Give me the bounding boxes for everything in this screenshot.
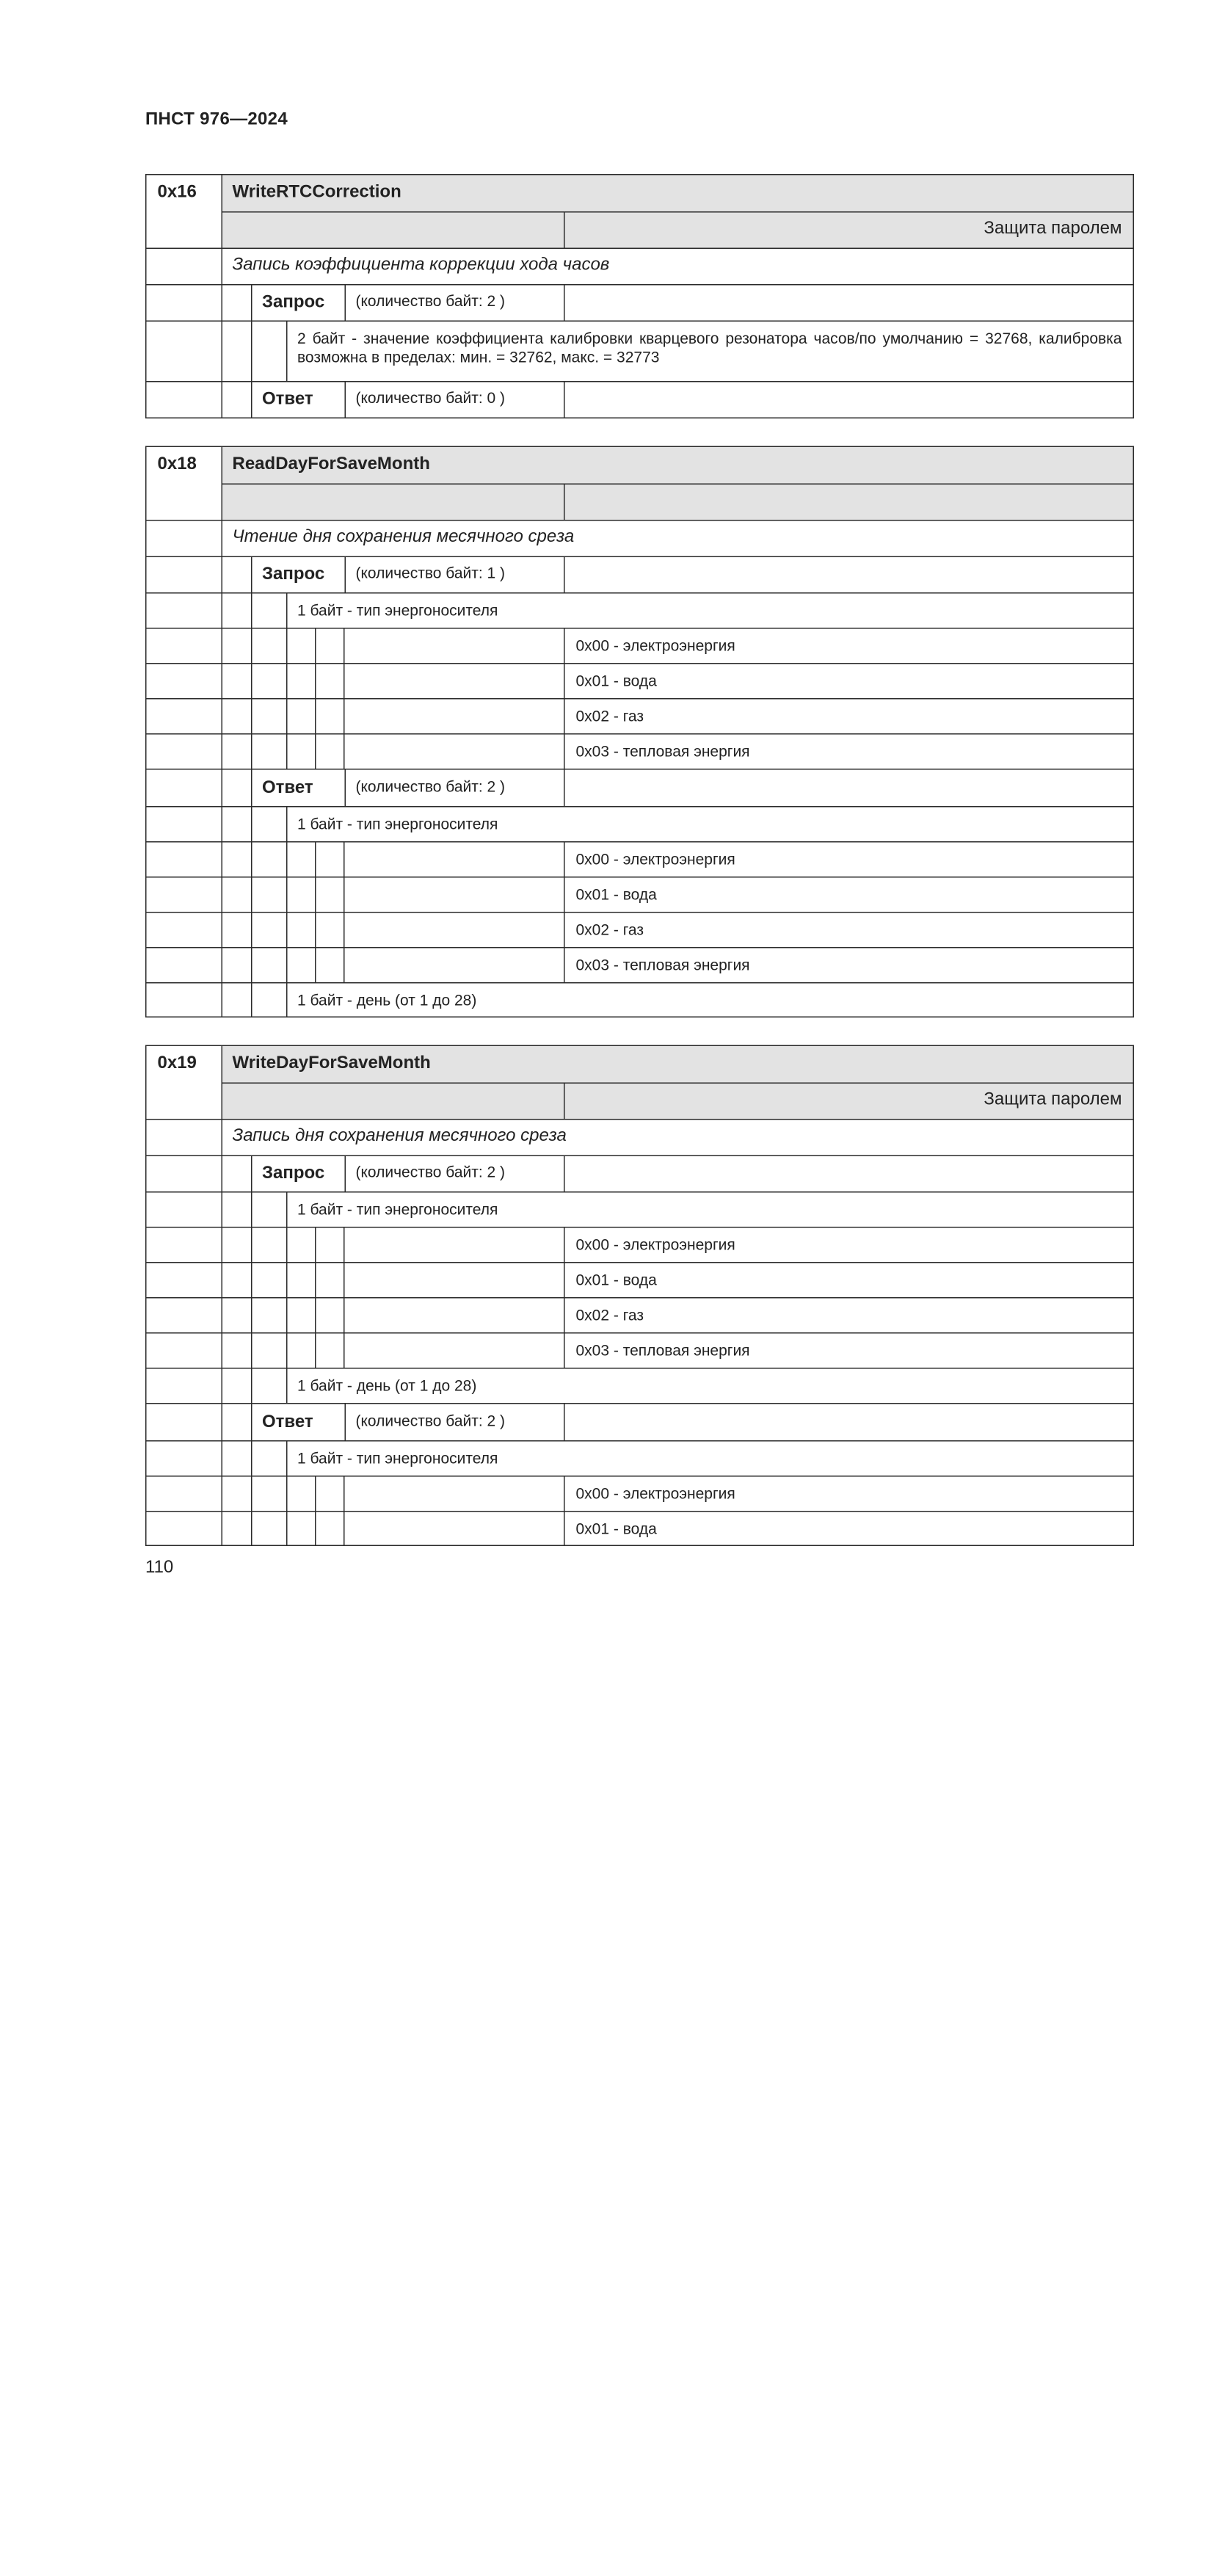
grid-line [147, 284, 1133, 286]
response-label: Ответ [262, 778, 313, 797]
grid-line [345, 556, 346, 593]
request-byte-count: (количество байт: 2 ) [355, 1163, 506, 1180]
grid-line [564, 1476, 565, 1545]
response-label: Ответ [262, 390, 313, 409]
grid-line [147, 1476, 1133, 1477]
grid-line [286, 592, 288, 769]
grid-line [344, 1227, 345, 1368]
response-value-electricity: 0x00 - электроэнергия [575, 850, 735, 868]
grid-line [344, 628, 345, 769]
request-value-electricity: 0x00 - электроэнергия [575, 1236, 735, 1253]
command-code: 0x16 [157, 183, 197, 202]
response-byte-count: (количество байт: 0 ) [355, 388, 506, 407]
grid-line [147, 520, 1133, 521]
request-label: Запрос [262, 293, 325, 312]
grid-line [147, 1297, 1133, 1299]
grid-line [147, 769, 1133, 770]
grid-line [147, 381, 1133, 382]
request-label: Запрос [262, 1164, 325, 1183]
response-value-water: 0x01 - вода [575, 1520, 657, 1537]
grid-line [345, 1403, 346, 1440]
response-field-energy-type: 1 байт - тип энергоносителя [297, 815, 498, 832]
grid-line [345, 769, 346, 806]
grid-line [564, 1403, 565, 1440]
grid-line [147, 806, 1133, 808]
command-table-read-day-for-save-month [145, 446, 1134, 1018]
grid-line [251, 556, 252, 1017]
grid-line [147, 982, 1133, 984]
grid-line [147, 733, 1133, 735]
grid-line [147, 592, 1133, 594]
grid-line [147, 1368, 1133, 1369]
response-byte-count: (количество байт: 2 ) [355, 777, 506, 795]
grid-line [147, 1227, 1133, 1228]
grid-line [344, 1476, 345, 1545]
grid-line [147, 248, 1133, 250]
request-field-energy-type: 1 байт - тип энергоносителя [297, 601, 498, 619]
response-value-electricity: 0x00 - электроэнергия [575, 1484, 735, 1502]
grid-line [564, 841, 565, 982]
page-number: 110 [145, 1558, 174, 1577]
grid-line [564, 284, 565, 321]
grid-line [147, 1440, 1133, 1442]
grid-line [147, 698, 1133, 700]
request-label: Запрос [262, 565, 325, 584]
command-description: Чтение дня сохранения месячного среза [232, 527, 575, 546]
grid-line [147, 1155, 1133, 1157]
grid-line [147, 877, 1133, 878]
grid-line [286, 1191, 288, 1403]
command-description: Запись коэффициента коррекции хода часов [232, 255, 610, 275]
request-value-gas: 0x02 - газ [575, 1306, 644, 1324]
command-description: Запись дня сохранения месячного среза [232, 1126, 567, 1145]
grid-line [147, 1262, 1133, 1263]
command-name: WriteRTCCorrection [232, 183, 401, 202]
request-value-gas: 0x02 - газ [575, 707, 644, 725]
grid-line [147, 556, 1133, 558]
grid-line [315, 1227, 316, 1368]
grid-line [222, 1046, 223, 1545]
request-byte-count: (количество байт: 2 ) [355, 291, 506, 310]
grid-line [564, 1155, 565, 1192]
grid-line [315, 628, 316, 769]
grid-line [286, 806, 288, 1017]
request-field-day: 1 байт - день (от 1 до 28) [297, 1376, 477, 1394]
grid-line [564, 769, 565, 806]
grid-line [147, 628, 1133, 629]
request-value-electricity: 0x00 - электроэнергия [575, 636, 735, 654]
grid-line [345, 284, 346, 321]
grid-line [345, 381, 346, 418]
grid-line [564, 1227, 565, 1368]
grid-line [315, 841, 316, 982]
grid-line [147, 1119, 1133, 1120]
command-name: WriteDayForSaveMonth [232, 1053, 431, 1073]
grid-line [147, 912, 1133, 913]
grid-line [564, 1083, 565, 1120]
grid-line [564, 381, 565, 418]
request-byte-count: (количество байт: 1 ) [355, 564, 506, 581]
grid-line [147, 1191, 1133, 1193]
request-value-water: 0x01 - вода [575, 672, 657, 689]
command-name: ReadDayForSaveMonth [232, 454, 430, 474]
grid-line [344, 841, 345, 982]
grid-line [222, 484, 1133, 485]
grid-line [345, 1155, 346, 1192]
grid-line [222, 1083, 1133, 1084]
request-value-heat: 0x03 - тепловая энергия [575, 1341, 750, 1359]
command-code: 0x18 [157, 454, 197, 474]
grid-line [147, 841, 1133, 843]
grid-line [564, 628, 565, 769]
grid-line [564, 556, 565, 593]
request-field-calibration: 2 байт - значение коэффициента калибровки кварцевого резонатора часов/по умолчанию = 32768, калибровка возможна в пределах: мин. = 32762, макс. = 32773 [297, 329, 1122, 366]
grid-line [222, 175, 223, 418]
password-protection-label: Защита паролем [984, 219, 1122, 238]
grid-line [147, 947, 1133, 948]
grid-line [286, 321, 288, 382]
request-field-energy-type: 1 байт - тип энергоносителя [297, 1200, 498, 1218]
grid-line [222, 211, 1133, 213]
request-value-water: 0x01 - вода [575, 1271, 657, 1288]
response-value-gas: 0x02 - газ [575, 921, 644, 938]
response-byte-count: (количество байт: 2 ) [355, 1412, 506, 1429]
response-value-water: 0x01 - вода [575, 885, 657, 903]
grid-line [286, 1440, 288, 1545]
grid-line [147, 321, 1133, 322]
grid-line [147, 1403, 1133, 1404]
grid-line [564, 211, 565, 248]
password-protection-label: Защита паролем [984, 1090, 1122, 1109]
grid-line [251, 284, 252, 418]
command-table-write-rtc-correction [145, 174, 1134, 418]
grid-line [147, 1332, 1133, 1334]
grid-line [147, 1511, 1133, 1512]
grid-line [147, 663, 1133, 664]
response-value-heat: 0x03 - тепловая энергия [575, 956, 750, 973]
document-header: ПНСТ 976—2024 [145, 110, 288, 129]
response-label: Ответ [262, 1412, 313, 1432]
response-field-energy-type: 1 байт - тип энергоносителя [297, 1449, 498, 1467]
command-table-write-day-for-save-month [145, 1045, 1134, 1547]
grid-line [315, 1476, 316, 1545]
response-field-day: 1 байт - день (от 1 до 28) [297, 991, 477, 1009]
request-value-heat: 0x03 - тепловая энергия [575, 742, 750, 760]
grid-line [222, 447, 223, 1017]
grid-line [251, 1155, 252, 1545]
grid-line [564, 484, 565, 520]
command-code: 0x19 [157, 1053, 197, 1073]
